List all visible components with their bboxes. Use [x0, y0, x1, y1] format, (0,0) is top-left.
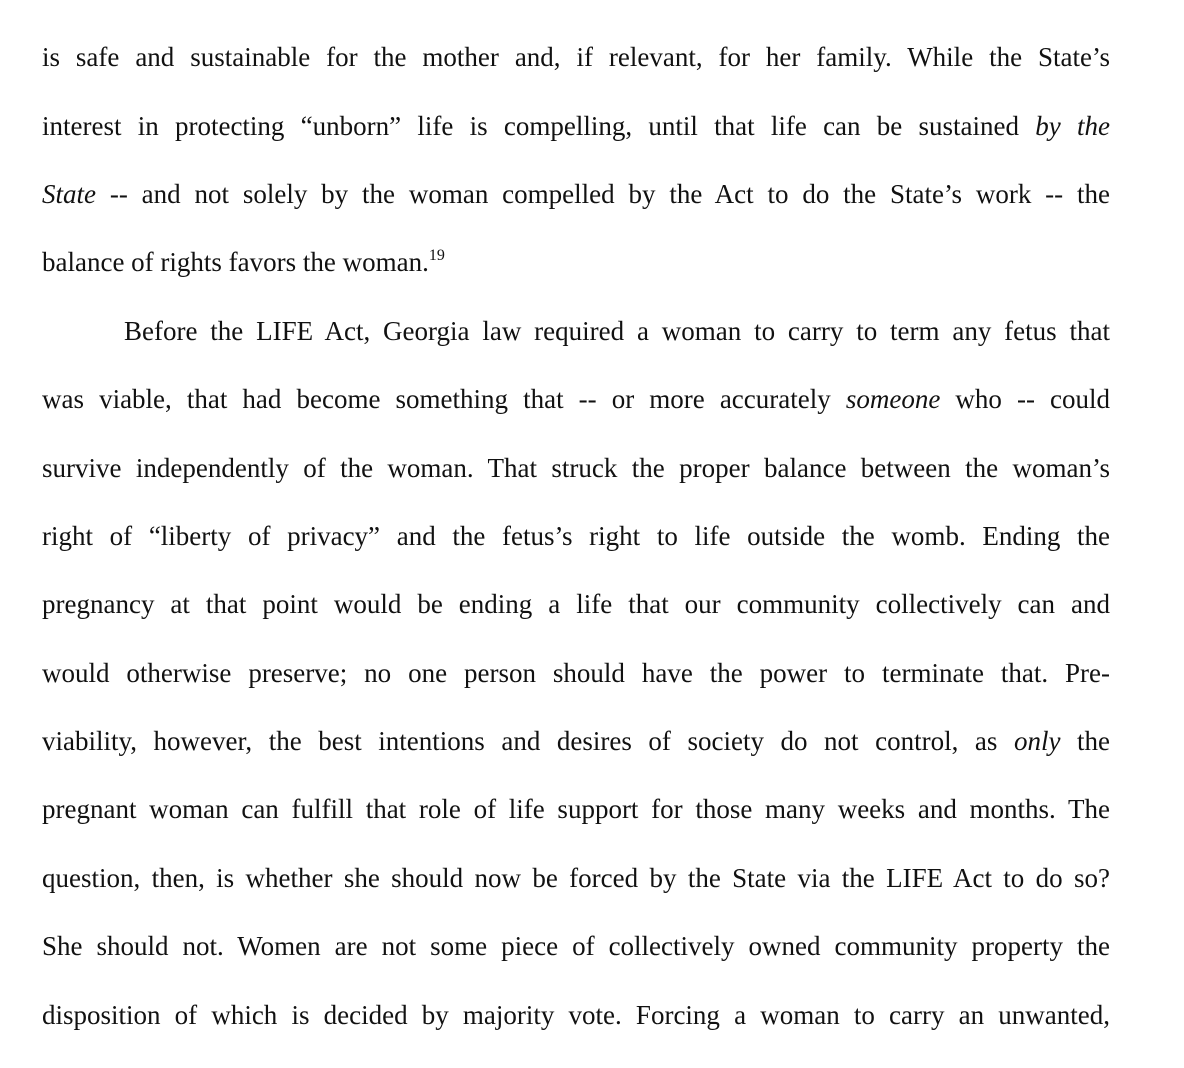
text-line — [42, 37, 1110, 77]
italic-text-run: only — [1013, 726, 1061, 756]
text-run: pregnancy at that point would be ending a life that our community collectively can and — [42, 589, 1110, 619]
text-line — [42, 721, 1110, 761]
text-line — [42, 926, 1110, 966]
text-line — [42, 242, 1110, 282]
text-run: is safe and sustainable for the mother and, if relevant, for her family. While the State’s — [42, 42, 1110, 72]
text-run: right of “liberty of privacy” and the fetus’s right to life outside the womb. Ending the — [42, 521, 1110, 551]
text-run: survive independently of the woman. That struck the proper balance between the woman’s — [42, 453, 1110, 483]
italic-text-run: someone — [845, 384, 941, 414]
text-run: She should not. Women are not some piece of collectively owned community property the — [42, 931, 1110, 961]
text-run: pregnant woman can fulfill that role of life support for those many weeks and months. The — [42, 794, 1110, 824]
text-line — [42, 174, 1110, 214]
text-line — [42, 653, 1110, 693]
text-run: would otherwise preserve; no one person should have the power to terminate that. Pre- — [42, 658, 1110, 688]
text-run: question, then, is whether she should now be forced by the State via the LIFE Act to do so? — [42, 863, 1110, 893]
text-line — [42, 995, 1110, 1035]
text-line — [42, 858, 1110, 898]
text-run: who -- could — [940, 384, 1111, 414]
text-run: balance of rights favors the woman. — [42, 247, 429, 277]
text-run: viability, however, the best intentions and desires of society do not control, as — [42, 726, 1014, 756]
text-line — [42, 379, 1110, 419]
text-line — [42, 789, 1110, 829]
text-run: the — [1060, 726, 1110, 756]
italic-text-run: State — [42, 179, 96, 209]
text-run: was viable, that had become something that -- or more accurately — [42, 384, 846, 414]
footnote-reference[interactable]: 19 — [428, 246, 445, 264]
text-run: Before the LIFE Act, Georgia law required a woman to carry to term any fetus that — [124, 316, 1110, 346]
text-line — [42, 106, 1110, 146]
text-line — [42, 584, 1110, 624]
text-run: interest in protecting “unborn” life is compelling, until that life can be sustained — [42, 111, 1036, 141]
text-line — [42, 516, 1110, 556]
text-line — [42, 448, 1110, 488]
text-line — [42, 311, 1110, 351]
italic-text-run: by the — [1035, 111, 1110, 141]
text-run: disposition of which is decided by majority vote. Forcing a woman to carry an unwanted, — [42, 1000, 1110, 1030]
text-run: -- and not solely by the woman compelled by the Act to do the State’s work -- the — [96, 179, 1110, 209]
